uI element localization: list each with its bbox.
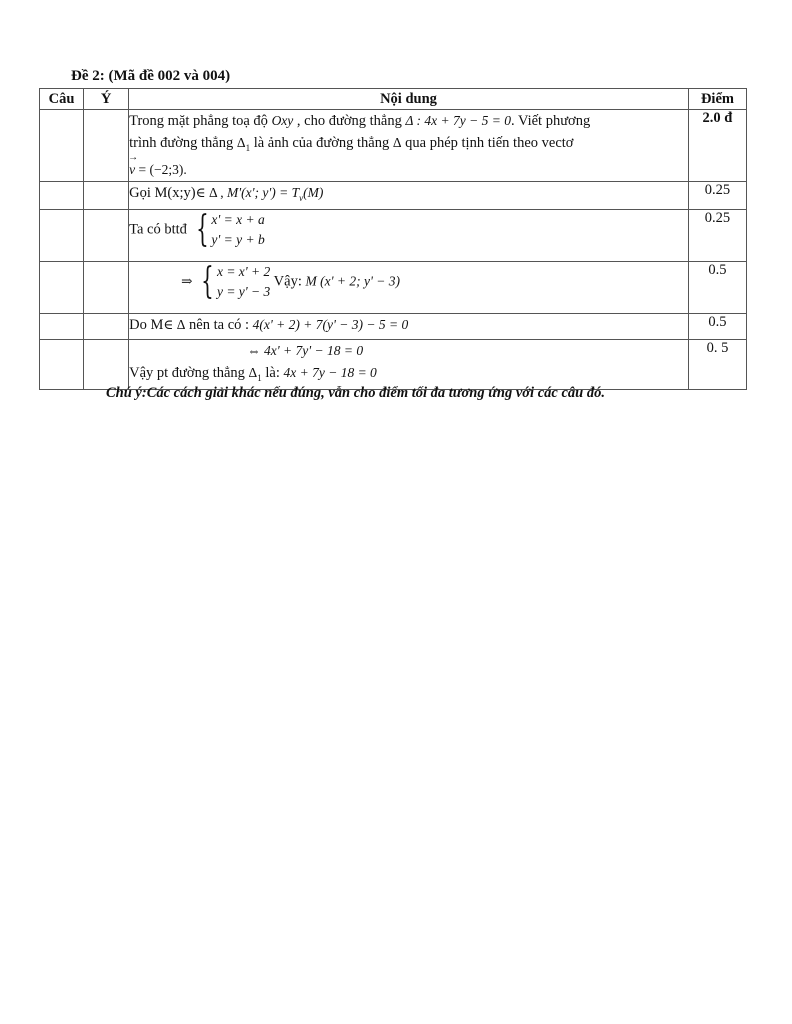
math-oxy: Oxy [271, 113, 294, 128]
exam-heading: Đề 2: (Mã đề 002 và 004) [71, 68, 231, 84]
score-cell: 0.25 [688, 209, 746, 261]
table-header-row [40, 89, 747, 110]
text: qua phép tịnh tiến theo vectơ [401, 135, 574, 151]
math: ∈ Δ , [195, 184, 228, 200]
math-line-equation: Δ : 4x + 7y − 5 = 0 [405, 113, 511, 128]
score-cell: 0.5 [688, 313, 746, 339]
text: nên ta có : [185, 316, 253, 333]
text: Ta có bttđ [129, 221, 191, 238]
math: 4(x' + 2) + 7(y' − 3) − 5 = 0 [252, 316, 409, 332]
text: Do M [129, 316, 164, 333]
text: Vậy pt đường thẳng [129, 364, 249, 381]
cell-cau [40, 110, 84, 182]
math: M (x' + 2; y' − 3) [305, 273, 400, 289]
subscript: 1 [245, 142, 251, 153]
equation-system [191, 210, 265, 250]
score-cell: 2.0 đ [688, 110, 746, 182]
header-score: Điểm [688, 89, 746, 110]
vector-v: → v [129, 159, 135, 181]
cell-cau [40, 209, 84, 261]
table-row [40, 313, 747, 339]
text: Trong mặt phẳng toạ độ [129, 113, 272, 129]
footnote: Chú ý:Các cách giải khác nếu đúng, vẫn cho điểm tối đa tương ứng với các câu đó. [106, 385, 605, 401]
brace-icon: { [195, 208, 209, 250]
cell-cau [40, 339, 84, 389]
problem-statement [129, 110, 689, 182]
math-vector-value: = (−2;3). [135, 161, 187, 177]
cell-y [84, 110, 129, 182]
subscript: v [299, 192, 304, 203]
text: trình đường thẳng [129, 135, 237, 151]
cell-cau [40, 313, 84, 339]
text: là: [261, 364, 284, 381]
text: Vậy: [273, 273, 306, 290]
math: ∈ Δ [163, 316, 186, 332]
cell-y [84, 181, 129, 209]
step-content [129, 261, 689, 313]
math: x' = x + a [211, 211, 265, 227]
text: , cho đường thẳng [293, 113, 406, 129]
math: (M) [303, 184, 324, 200]
math: y = y' − 3 [216, 283, 271, 299]
math: M'(x'; y') = T [227, 184, 300, 200]
cell-y [84, 339, 129, 389]
table-row [40, 339, 747, 389]
text: Gọi M(x;y) [129, 184, 196, 201]
math: ⇔ 4x' + 7y' − 18 = 0 [247, 342, 364, 358]
brace-icon: { [201, 260, 214, 302]
header-content: Nội dung [129, 89, 689, 110]
text: là ảnh của đường thẳng [250, 135, 393, 151]
math-delta: Δ [236, 135, 246, 150]
math-delta: Δ [392, 135, 402, 150]
cell-cau [40, 181, 84, 209]
cell-cau [40, 261, 84, 313]
score-cell: 0.25 [688, 181, 746, 209]
header-cau: Câu [40, 89, 84, 110]
step-content [129, 209, 689, 261]
math: x = x' + 2 [216, 263, 271, 279]
score-cell: 0.5 [688, 261, 746, 313]
header-y: Ý [84, 89, 129, 110]
step-content [129, 181, 689, 209]
math: y' = y + b [211, 231, 265, 247]
math: 4x + 7y − 18 = 0 [283, 364, 377, 380]
table-row [40, 181, 747, 209]
step-content [129, 313, 689, 339]
equation-system [196, 262, 270, 302]
step-content [129, 339, 689, 389]
score-cell: 0. 5 [688, 339, 746, 389]
subscript: 1 [257, 372, 262, 383]
cell-y [84, 313, 129, 339]
text: . Viết phương [510, 113, 591, 129]
math-delta: Δ [248, 364, 258, 380]
answer-table [39, 88, 747, 390]
implies-icon: ⇒ [181, 273, 193, 289]
cell-y [84, 261, 129, 313]
table-row [40, 110, 747, 182]
table-row [40, 261, 747, 313]
cell-y [84, 209, 129, 261]
table-row [40, 209, 747, 261]
